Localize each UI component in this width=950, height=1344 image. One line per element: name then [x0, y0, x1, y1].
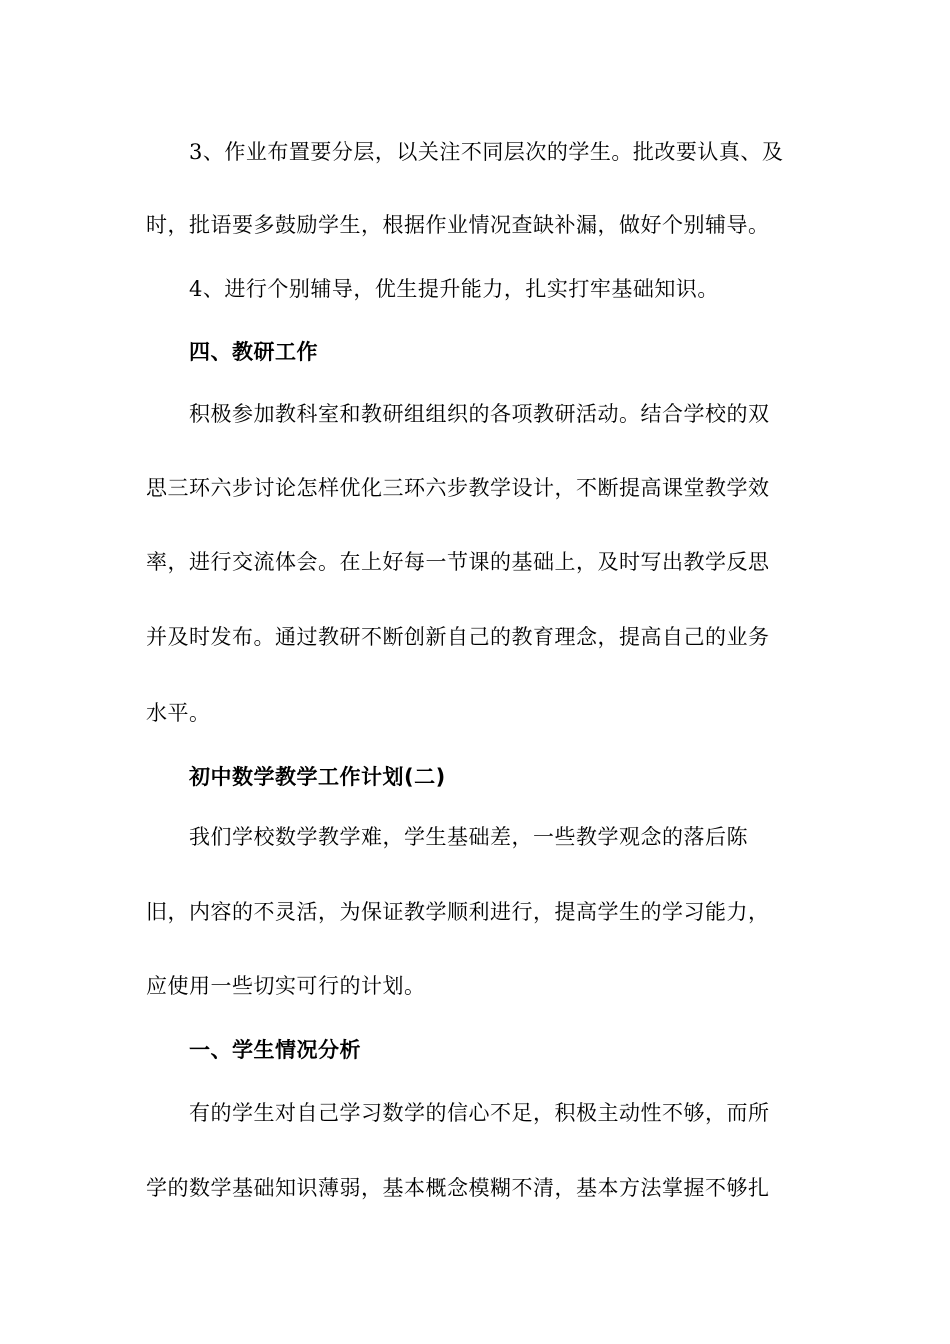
- paragraph-line: 应使用一些切实可行的计划。: [146, 974, 426, 998]
- paragraph-line: 积极参加教科室和教研组组织的各项教研活动。结合学校的双: [189, 402, 770, 426]
- paragraph-line: 水平。: [146, 701, 211, 725]
- paragraph-line: 3、作业布置要分层，以关注不同层次的学生。批改要认真、及: [189, 140, 784, 164]
- section-heading: 一、学生情况分析: [189, 1038, 361, 1062]
- paragraph-line: 4、进行个别辅导，优生提升能力，扎实打牢基础知识。: [189, 277, 719, 301]
- paragraph-line: 有的学生对自己学习数学的信心不足，积极主动性不够，而所: [189, 1101, 770, 1125]
- paragraph-line: 时，批语要多鼓励学生，根据作业情况查缺补漏，做好个别辅导。: [146, 213, 770, 237]
- paragraph-line: 率，进行交流体会。在上好每一节课的基础上，及时写出教学反思: [146, 550, 770, 574]
- document-subtitle: 初中数学教学工作计划(二): [189, 765, 446, 789]
- paragraph-line: 思三环六步讨论怎样优化三环六步教学设计，不断提高课堂教学效: [146, 476, 770, 500]
- paragraph-line: 并及时发布。通过教研不断创新自己的教育理念，提高自己的业务: [146, 625, 770, 649]
- paragraph-line: 我们学校数学教学难，学生基础差，一些教学观念的落后陈: [189, 825, 748, 849]
- paragraph-line: 旧，内容的不灵活，为保证教学顺利进行，提高学生的学习能力，: [146, 900, 770, 924]
- section-heading: 四、教研工作: [189, 340, 318, 364]
- paragraph-line: 学的数学基础知识薄弱，基本概念模糊不清，基本方法掌握不够扎: [146, 1176, 770, 1200]
